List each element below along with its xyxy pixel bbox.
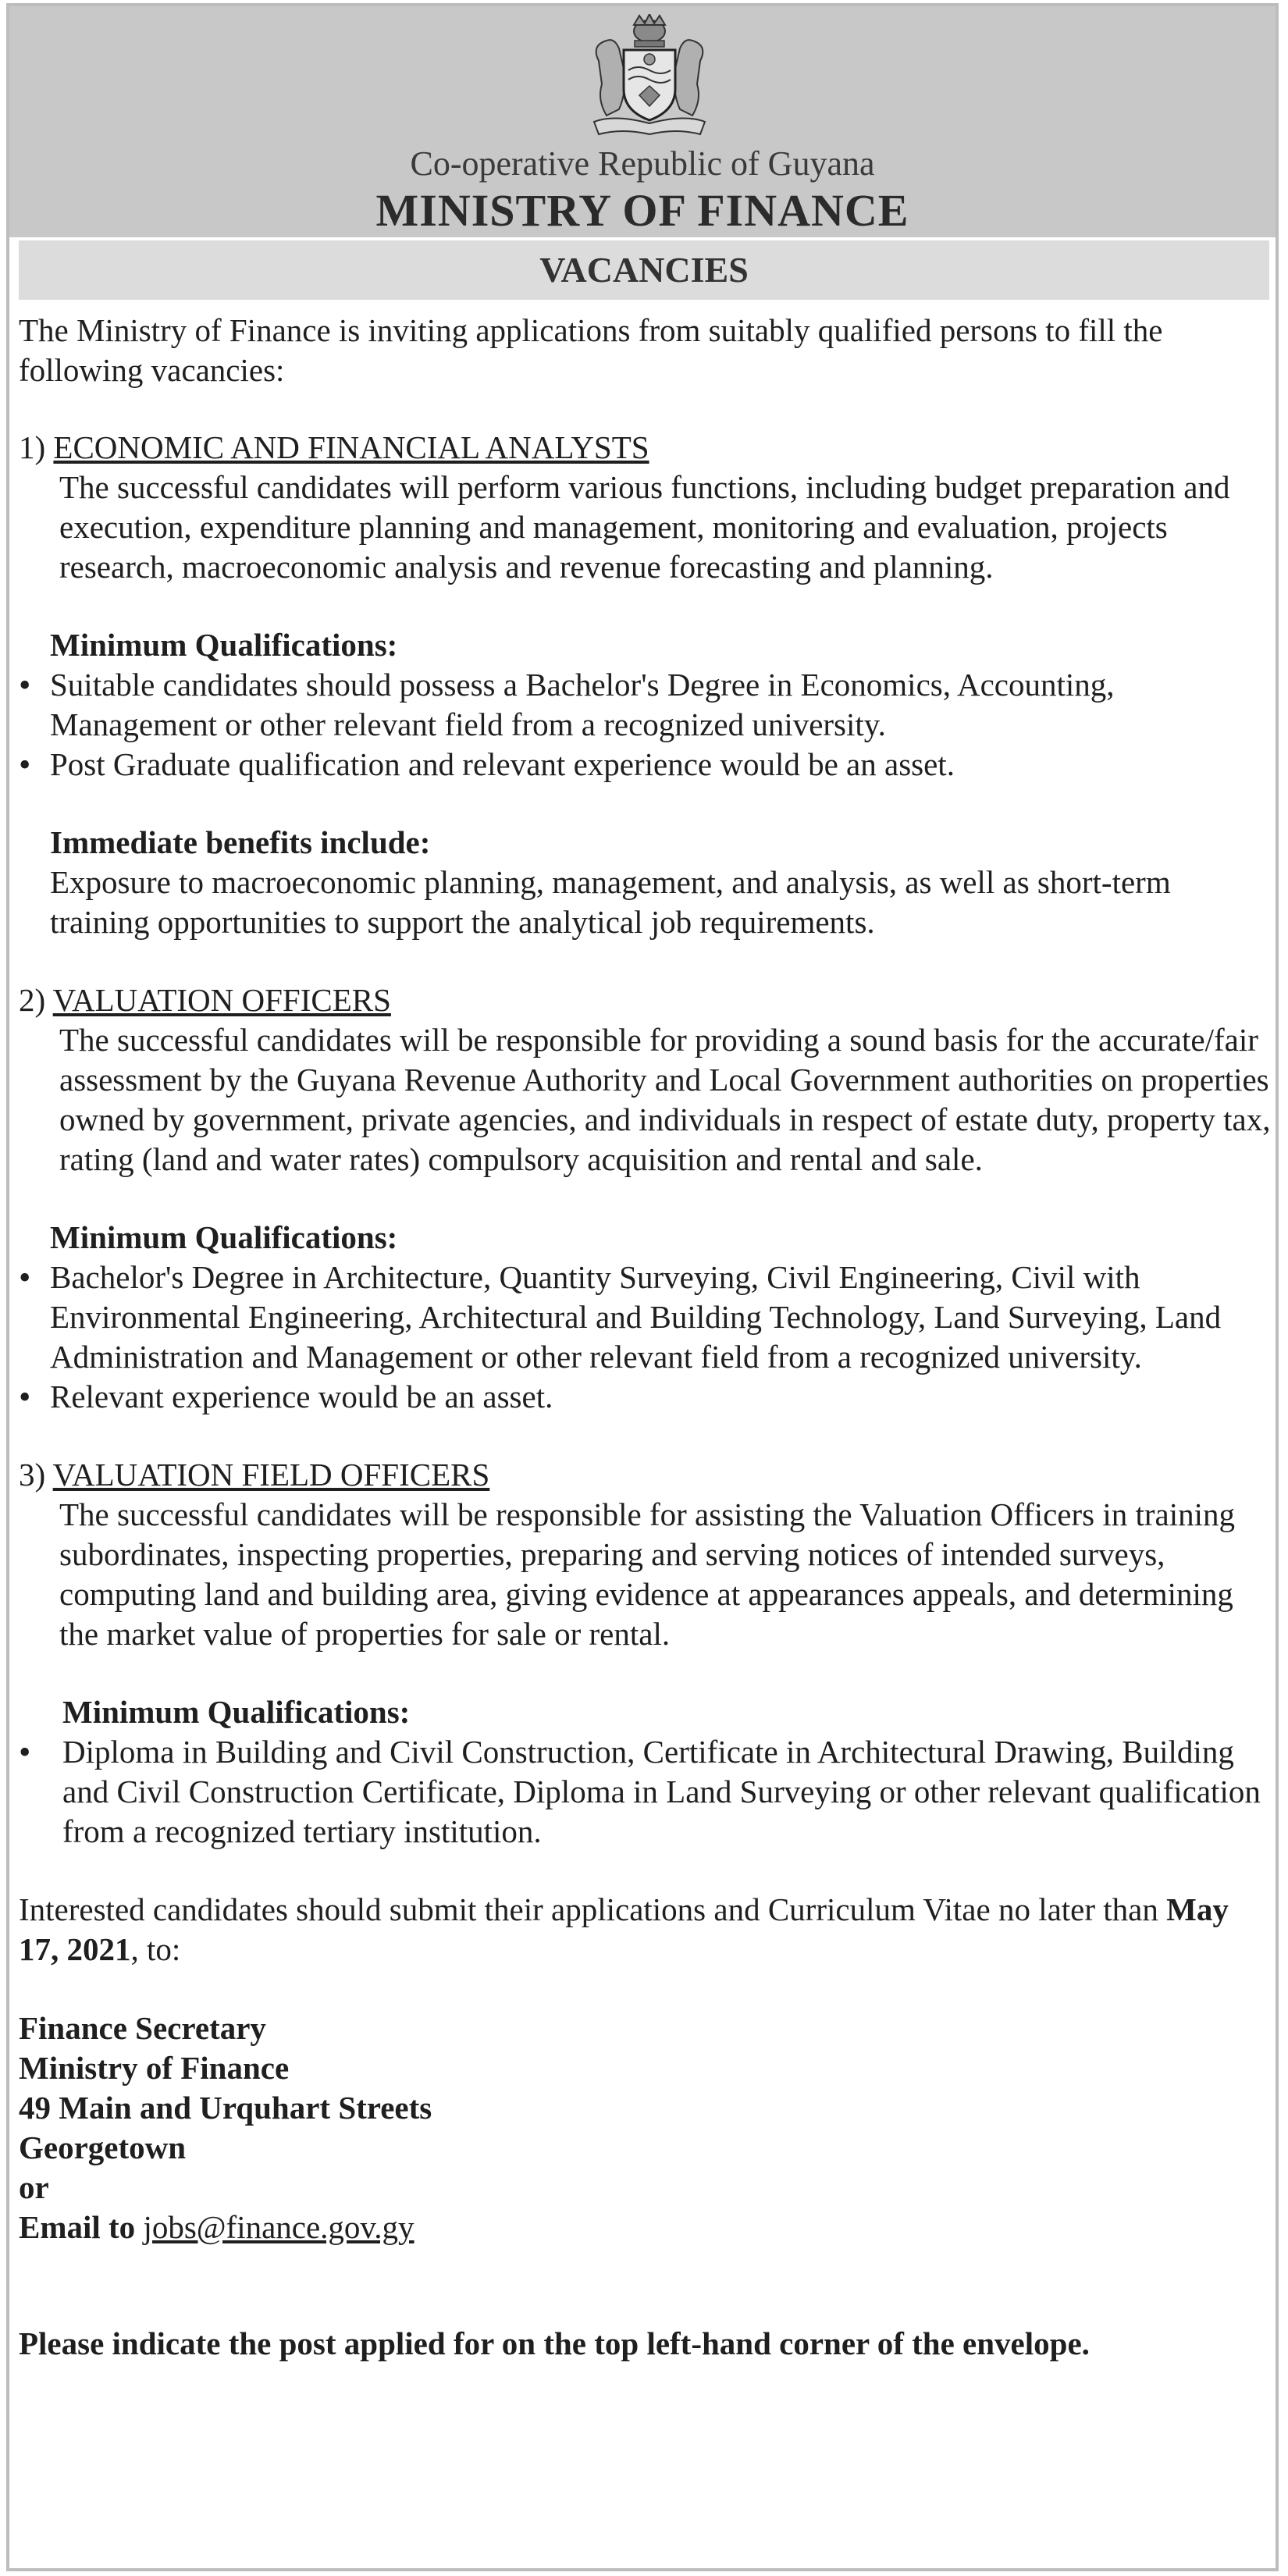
address-line: Ministry of Finance [19,2050,290,2086]
section-number: 3) [19,1457,46,1493]
footer-note: Please indicate the post applied for on the top left-hand corner of the envelope. [19,2325,1090,2361]
qualifications-list [19,1732,1271,1852]
email-label: Email to [19,2209,144,2245]
advertisement-body [19,311,1271,2364]
benefits-text: Exposure to macroeconomic planning, management, and analysis, as well as short-term training opportunities to support the analytical job requirements. [50,864,1171,940]
section-number: 2) [19,982,46,1018]
qualifications-list [19,665,1271,785]
section-title-text: VALUATION OFFICERS [52,982,391,1018]
header [9,6,1276,237]
address-or: or [19,2169,49,2205]
qualifications-heading: Minimum Qualifications: [50,627,398,663]
section-title [19,980,1271,1020]
coat-of-arms-icon [583,14,716,139]
qualifications-heading: Minimum Qualifications: [50,1219,398,1255]
closing-text [19,1890,1271,1969]
country-name: Co-operative Republic of Guyana [410,144,875,183]
section-title-text: ECONOMIC AND FINANCIAL ANALYSTS [53,429,649,465]
vacancy-section-3 [19,1455,1271,1852]
section-description: The successful candidates will be responsible for assisting the Valuation Officers in training subordinates, inspecting properties, preparing and serving notices of intended surveys, computing land and building area, giving evidence at appearances appeals, and determining the market value of properties for sale or rental. [59,1496,1236,1652]
benefits-heading: Immediate benefits include: [50,824,431,860]
email-link[interactable]: jobs@finance.gov.gy [143,2209,415,2245]
section-number: 1) [19,429,46,465]
section-title [19,428,1271,468]
address-line: Georgetown [19,2129,187,2165]
email-line [19,2208,1271,2247]
vacancies-banner: VACANCIES [19,240,1269,300]
vacancy-section-2 [19,980,1271,1417]
advertisement-frame [6,3,1279,2571]
section-description: The successful candidates will be responsible for providing a sound basis for the accurate/fair assessment by the Guyana Revenue Authority and Local Government authorities on properties owned by government, private agencies, and individuals in respect of estate duty, property tax, rating (land and water rates) compulsory acquisition and rental and sale. [59,1022,1271,1177]
qualifications-heading: Minimum Qualifications: [62,1694,411,1730]
intro-text: The Ministry of Finance is inviting applications from suitably qualified persons to fill the following vacancies: [19,312,1163,388]
mailing-address [19,2008,1271,2247]
section-title-text: VALUATION FIELD OFFICERS [52,1457,490,1493]
qualifications-list [19,1258,1271,1417]
section-description: The successful candidates will perform various functions, including budget preparation and execution, expenditure planning and management, monitoring and evaluation, projects research, macroeconomic analysis and revenue forecasting and planning. [59,469,1230,585]
ministry-name: MINISTRY OF FINANCE [375,185,909,236]
vacancy-section-1 [19,428,1271,942]
address-line: Finance Secretary [19,2010,266,2046]
list-item: • Suitable candidates should possess a Bachelor's Degree in Economics, Accounting, Management or other relevant field from a recognized university. [19,665,1271,745]
closing-text-after: , to: [130,1931,181,1967]
deadline-date: May 17, 2021 [19,1891,1229,1967]
address-line: 49 Main and Urquhart Streets [19,2090,432,2126]
list-item: • Post Graduate qualification and relevant experience would be an asset. [19,745,1271,785]
section-title [19,1455,1271,1495]
closing-text-before: Interested candidates should submit their applications and Curriculum Vitae no later than [19,1891,1167,1927]
list-item: • Relevant experience would be an asset. [19,1377,1271,1417]
list-item: • Diploma in Building and Civil Construction, Certificate in Architectural Drawing, Building and Civil Construction Certificate, Diploma in Land Surveying or other relevant qualification from a recognized tertiary institution. [19,1732,1271,1852]
list-item: • Bachelor's Degree in Architecture, Quantity Surveying, Civil Engineering, Civil with Environmental Engineering, Architectural and Building Technology, Land Surveying, Land Administration and Management or other relevant field from a recognized university. [19,1258,1271,1377]
